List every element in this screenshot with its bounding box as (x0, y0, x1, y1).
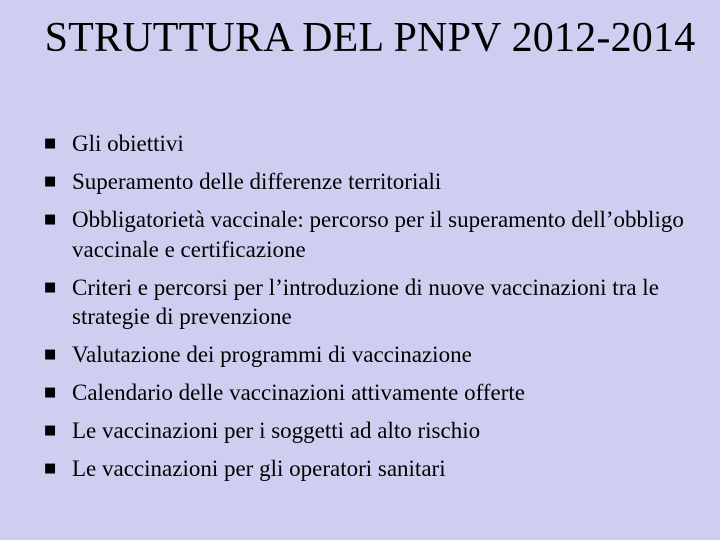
square-bullet-icon (40, 205, 72, 235)
square-bullet-icon (40, 340, 72, 370)
bullet-item (40, 416, 700, 446)
bullet-item (40, 378, 700, 408)
bullet-item (40, 129, 700, 159)
bullet-text: Obbligatorietà vaccinale: percorso per il superamento dell’obbligo vaccinale e certificazione (72, 207, 684, 262)
square-bullet-icon (40, 167, 72, 197)
bullet-item (40, 340, 700, 370)
bullet-item (40, 205, 700, 264)
bullet-text: Superamento delle differenze territoriali (72, 169, 442, 194)
slide-title: STRUTTURA DEL PNPV 2012-2014 (44, 15, 696, 61)
bullet-text: Valutazione dei programmi di vaccinazione (72, 342, 472, 367)
square-bullet-icon (40, 273, 72, 303)
square-bullet-icon (40, 416, 72, 446)
bullet-list (40, 129, 700, 492)
square-bullet-icon (40, 378, 72, 408)
bullet-item (40, 273, 700, 332)
bullet-text: Criteri e percorsi per l’introduzione di nuove vaccinazioni tra le strategie di prevenzione (72, 274, 659, 329)
bullet-item (40, 454, 700, 484)
bullet-text: Gli obiettivi (72, 131, 184, 156)
bullet-item (40, 167, 700, 197)
bullet-text: Calendario delle vaccinazioni attivamente offerte (72, 380, 525, 405)
square-bullet-icon (40, 454, 72, 484)
bullet-text: Le vaccinazioni per gli operatori sanitari (72, 456, 446, 481)
bullet-text: Le vaccinazioni per i soggetti ad alto rischio (72, 418, 481, 443)
square-bullet-icon (40, 129, 72, 159)
